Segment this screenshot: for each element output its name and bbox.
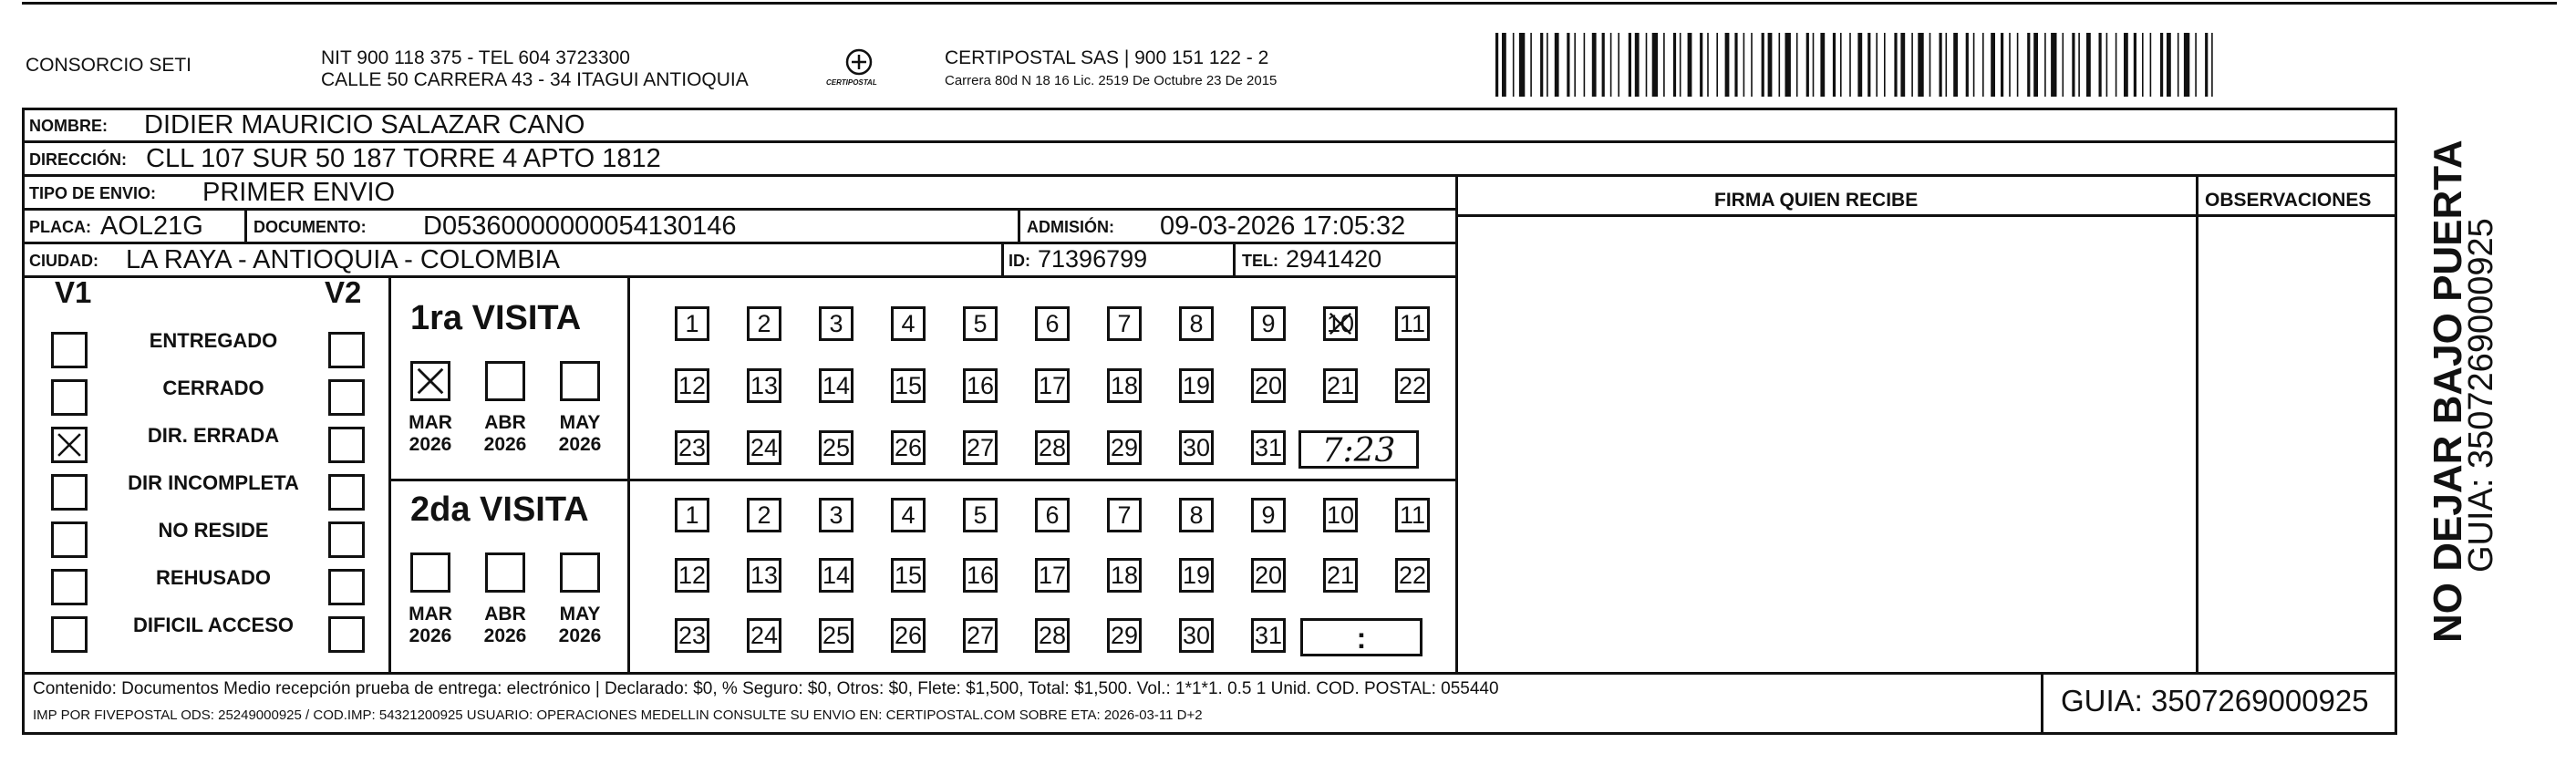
- day-number: 12: [678, 372, 707, 399]
- visit2-time: :: [1356, 622, 1367, 655]
- visit2-day-box[interactable]: [1395, 558, 1430, 593]
- day-number: 18: [1110, 562, 1139, 589]
- barcode: [1495, 33, 2220, 97]
- visit1-day-box[interactable]: [1251, 368, 1286, 403]
- visit1-month-label: [553, 412, 607, 456]
- day-number: 9: [1261, 310, 1276, 337]
- visit2-day-box[interactable]: [1179, 618, 1214, 653]
- documento-value: D05360000000054130146: [423, 212, 737, 241]
- day-number: 2: [757, 501, 771, 529]
- v1-checkbox[interactable]: [51, 474, 88, 511]
- direccion-label: DIRECCIÓN:: [29, 150, 127, 169]
- visit1-month-label: [478, 412, 533, 456]
- visit1-day-box[interactable]: [1035, 368, 1070, 403]
- month-year: 2026: [558, 434, 602, 455]
- day-number: 19: [1182, 372, 1211, 399]
- tipo-label: TIPO DE ENVIO:: [29, 184, 157, 202]
- day-number: 13: [750, 562, 779, 589]
- visit2-day-box[interactable]: [1395, 498, 1430, 532]
- visit1-day-box[interactable]: [675, 430, 709, 465]
- day-number: 31: [1254, 434, 1283, 461]
- observaciones-header: OBSERVACIONES: [2205, 190, 2372, 211]
- v2-checkbox[interactable]: [328, 521, 365, 558]
- status-label: CERRADO: [162, 377, 264, 399]
- visit2-time-box[interactable]: [1300, 618, 1422, 656]
- status-label: DIFICIL ACCESO: [132, 614, 294, 636]
- ciudad-label: CIUDAD:: [29, 252, 98, 270]
- day-number: 20: [1254, 372, 1283, 399]
- day-number: 23: [678, 434, 707, 461]
- visit2-month-label: [553, 604, 607, 647]
- visit1-day-box[interactable]: [819, 368, 853, 403]
- day-number: 17: [1038, 372, 1067, 399]
- visit2-month-checkbox[interactable]: [485, 552, 525, 593]
- visit2-day-box[interactable]: [891, 498, 926, 532]
- visit2-day-box[interactable]: [819, 498, 853, 532]
- visit2-day-box[interactable]: [747, 558, 781, 593]
- day-number: 26: [894, 434, 923, 461]
- visit2-day-box[interactable]: [1107, 618, 1142, 653]
- tel-label: TEL:: [1242, 252, 1278, 270]
- visit1-day-box[interactable]: [819, 430, 853, 465]
- day-number: 2: [757, 310, 771, 337]
- tipo-value: PRIMER ENVIO: [202, 178, 396, 207]
- visit2-day-box[interactable]: [1035, 498, 1070, 532]
- day-number: 8: [1189, 310, 1204, 337]
- tel-value: 2941420: [1286, 245, 1382, 273]
- visit1-day-box[interactable]: [1251, 430, 1286, 465]
- day-number: 1: [685, 501, 699, 529]
- day-number: 28: [1038, 622, 1067, 649]
- logo-text: CERTIPOSTAL: [826, 78, 877, 87]
- month-name: MAY: [559, 412, 601, 433]
- day-number: 11: [1399, 310, 1426, 337]
- visit1-day-box[interactable]: [1395, 368, 1430, 403]
- visit1-day-box[interactable]: [819, 306, 853, 341]
- visit1-day-box[interactable]: [1107, 368, 1142, 403]
- v1-checkbox[interactable]: [51, 427, 88, 463]
- visit2-day-box[interactable]: [963, 558, 998, 593]
- day-number: 30: [1182, 434, 1211, 461]
- visit1-day-box[interactable]: [1107, 306, 1142, 341]
- footer-guia: GUIA: 3507269000925: [2061, 684, 2369, 718]
- visit2-day-box[interactable]: [1251, 498, 1286, 532]
- day-number: 13: [750, 372, 779, 399]
- visit1-time-box[interactable]: [1298, 430, 1419, 469]
- v1-checkbox[interactable]: [51, 616, 88, 653]
- v1-checkbox[interactable]: [51, 379, 88, 416]
- ciudad-value: LA RAYA - ANTIOQUIA - COLOMBIA: [126, 245, 560, 274]
- day-number: 28: [1038, 434, 1067, 461]
- company-name: CONSORCIO SETI: [26, 55, 192, 76]
- day-number: 27: [966, 622, 995, 649]
- visit2-day-box[interactable]: [963, 498, 998, 532]
- visit1-day-box[interactable]: [1179, 368, 1214, 403]
- visit2-day-box[interactable]: [675, 498, 709, 532]
- visit2-day-box[interactable]: [963, 618, 998, 653]
- address-line: CALLE 50 CARRERA 43 - 34 ITAGUI ANTIOQUIA: [321, 69, 749, 90]
- visit1-day-box[interactable]: [1395, 306, 1430, 341]
- visit1-month-checkbox[interactable]: [485, 361, 525, 401]
- month-name: MAR: [409, 604, 452, 625]
- day-number: 14: [822, 372, 851, 399]
- visit1-title: 1ra VISITA: [410, 299, 582, 337]
- admision-label: ADMISIÓN:: [1027, 218, 1114, 236]
- visit2-day-box[interactable]: [1035, 558, 1070, 593]
- visit1-day-box[interactable]: [747, 306, 781, 341]
- day-number: 14: [822, 562, 851, 589]
- day-number: 5: [973, 501, 988, 529]
- month-name: MAR: [409, 412, 452, 433]
- visit1-month-checkbox[interactable]: [560, 361, 600, 401]
- status-label: ENTREGADO: [149, 329, 278, 352]
- visit1-day-box[interactable]: [1179, 306, 1214, 341]
- day-number: 4: [901, 501, 916, 529]
- month-year: 2026: [409, 434, 452, 455]
- month-year: 2026: [409, 625, 452, 646]
- visit1-day-box[interactable]: [1107, 430, 1142, 465]
- v1-checkbox[interactable]: [51, 521, 88, 558]
- day-number: 11: [1399, 501, 1426, 529]
- day-number: 18: [1110, 372, 1139, 399]
- no-dejar-warning: NO DEJAR BAJO PUERTA: [2426, 139, 2470, 643]
- visit1-day-box[interactable]: [891, 368, 926, 403]
- status-label: REHUSADO: [156, 566, 271, 589]
- day-number: 27: [966, 434, 995, 461]
- day-number: 29: [1110, 622, 1139, 649]
- visit1-day-box[interactable]: [747, 430, 781, 465]
- day-number: 15: [894, 562, 923, 589]
- visit2-month-label: [478, 604, 533, 647]
- visit2-day-box[interactable]: [1323, 558, 1358, 593]
- day-number: 7: [1117, 501, 1132, 529]
- day-number: 10: [1326, 310, 1355, 337]
- visit2-day-box[interactable]: [819, 618, 853, 653]
- id-label: ID:: [1009, 252, 1030, 270]
- nombre-label: NOMBRE:: [29, 117, 108, 135]
- visit1-day-box[interactable]: [1035, 430, 1070, 465]
- day-number: 25: [822, 622, 851, 649]
- day-number: 24: [750, 434, 779, 461]
- visit2-day-box[interactable]: [1107, 498, 1142, 532]
- day-number: 30: [1182, 622, 1211, 649]
- day-number: 22: [1398, 372, 1427, 399]
- placa-label: PLACA:: [29, 218, 91, 236]
- day-number: 15: [894, 372, 923, 399]
- visit1-day-box[interactable]: [1323, 306, 1358, 341]
- visit2-day-box[interactable]: [1107, 558, 1142, 593]
- visit2-month-checkbox[interactable]: [410, 552, 450, 593]
- visit1-day-box[interactable]: [675, 368, 709, 403]
- visit2-day-box[interactable]: [1323, 498, 1358, 532]
- visit2-day-box[interactable]: [819, 558, 853, 593]
- month-name: MAY: [559, 604, 601, 625]
- visit2-day-box[interactable]: [891, 558, 926, 593]
- day-number: 8: [1189, 501, 1204, 529]
- v2-checkbox[interactable]: [328, 379, 365, 416]
- v2-checkbox[interactable]: [328, 569, 365, 605]
- visit2-day-box[interactable]: [1179, 498, 1214, 532]
- certipostal-logo: [826, 46, 899, 97]
- visit1-month-label: [403, 412, 458, 456]
- month-name: ABR: [484, 604, 526, 625]
- month-year: 2026: [483, 625, 527, 646]
- v2-header: V2: [325, 275, 362, 309]
- day-number: 3: [829, 501, 843, 529]
- day-number: 9: [1261, 501, 1276, 529]
- visit2-day-box[interactable]: [1035, 618, 1070, 653]
- day-number: 16: [966, 372, 995, 399]
- day-number: 6: [1045, 501, 1060, 529]
- day-number: 3: [829, 310, 843, 337]
- v1-checkbox[interactable]: [51, 332, 88, 368]
- visit1-day-box[interactable]: [675, 306, 709, 341]
- visit2-month-checkbox[interactable]: [560, 552, 600, 593]
- visit1-day-box[interactable]: [963, 306, 998, 341]
- day-x-mark: [1326, 309, 1355, 338]
- visit2-day-box[interactable]: [747, 618, 781, 653]
- visit1-day-box[interactable]: [1179, 430, 1214, 465]
- day-number: 6: [1045, 310, 1060, 337]
- month-year: 2026: [558, 625, 602, 646]
- visit1-day-box[interactable]: [891, 430, 926, 465]
- visit1-day-box[interactable]: [1323, 368, 1358, 403]
- day-number: 25: [822, 434, 851, 461]
- visit1-day-box[interactable]: [963, 368, 998, 403]
- day-number: 20: [1254, 562, 1283, 589]
- day-number: 17: [1038, 562, 1067, 589]
- day-number: 24: [750, 622, 779, 649]
- footer-line2: IMP POR FIVEPOSTAL ODS: 25249000925 / COD.IMP: 54321200925 USUARIO: OPERACIONES MEDELLIN CONSULTE SU ENVIO EN: CERTIPOSTAL.COM SOBRE ETA: 2026-03-11 D+2: [33, 707, 1203, 723]
- status-label: DIR INCOMPLETA: [128, 471, 299, 494]
- visit1-day-box[interactable]: [1035, 306, 1070, 341]
- side-guia: GUIA: 3507269000925: [2462, 218, 2500, 573]
- admision-value: 09-03-2026 17:05:32: [1160, 212, 1406, 241]
- day-number: 31: [1254, 622, 1283, 649]
- visit1-month-checkbox[interactable]: [410, 361, 450, 401]
- day-number: 7: [1117, 310, 1132, 337]
- visit2-title: 2da VISITA: [410, 490, 589, 529]
- v2-checkbox[interactable]: [328, 427, 365, 463]
- firma-header: FIRMA QUIEN RECIBE: [1714, 190, 1919, 211]
- visit1-day-box[interactable]: [963, 430, 998, 465]
- nombre-value: DIDIER MAURICIO SALAZAR CANO: [144, 110, 585, 139]
- v2-checkbox[interactable]: [328, 474, 365, 511]
- day-number: 29: [1110, 434, 1139, 461]
- day-number: 12: [678, 562, 707, 589]
- visit2-day-box[interactable]: [1179, 558, 1214, 593]
- v1-header: V1: [55, 275, 92, 309]
- visit2-day-box[interactable]: [675, 618, 709, 653]
- day-number: 16: [966, 562, 995, 589]
- day-number: 26: [894, 622, 923, 649]
- day-number: 19: [1182, 562, 1211, 589]
- day-number: 4: [901, 310, 916, 337]
- day-number: 22: [1398, 562, 1427, 589]
- month-name: ABR: [484, 412, 526, 433]
- month-year: 2026: [483, 434, 527, 455]
- day-number: 21: [1326, 372, 1355, 399]
- status-label: NO RESIDE: [158, 519, 269, 542]
- v2-checkbox[interactable]: [328, 616, 365, 653]
- visit2-day-box[interactable]: [747, 498, 781, 532]
- v1-checkbox[interactable]: [51, 569, 88, 605]
- direccion-value: CLL 107 SUR 50 187 TORRE 4 APTO 1812: [146, 144, 661, 173]
- status-label: DIR. ERRADA: [147, 424, 280, 447]
- certipostal-sub: Carrera 80d N 18 16 Lic. 2519 De Octubre 23 De 2015: [945, 73, 1278, 88]
- visit1-day-box[interactable]: [891, 306, 926, 341]
- visit2-month-label: [403, 604, 458, 647]
- day-number: 10: [1326, 501, 1355, 529]
- nit-line: NIT 900 118 375 - TEL 604 3723300: [321, 47, 630, 68]
- visit1-day-box[interactable]: [1251, 306, 1286, 341]
- id-value: 71396799: [1038, 245, 1148, 273]
- day-number: 1: [685, 310, 699, 337]
- visit2-day-box[interactable]: [1251, 558, 1286, 593]
- footer-line1: Contenido: Documentos Medio recepción prueba de entrega: electrónico | Declarado: $0, % Seguro: $0, Otros: $0, Flete: $1,500, Total: $1,500. Vol.: 1*1*1. 0.5 1 Unid. COD. POSTAL: 055440: [33, 679, 1499, 698]
- visit2-day-box[interactable]: [891, 618, 926, 653]
- v2-checkbox[interactable]: [328, 332, 365, 368]
- day-number: 21: [1326, 562, 1355, 589]
- visit2-day-box[interactable]: [675, 558, 709, 593]
- visit1-day-box[interactable]: [747, 368, 781, 403]
- placa-value: AOL21G: [100, 212, 203, 241]
- visit2-day-box[interactable]: [1251, 618, 1286, 653]
- day-number: 23: [678, 622, 707, 649]
- visit1-time: 7:23: [1321, 432, 1396, 470]
- day-number: 5: [973, 310, 988, 337]
- documento-label: DOCUMENTO:: [253, 218, 367, 236]
- certipostal-line: CERTIPOSTAL SAS | 900 151 122 - 2: [945, 47, 1269, 68]
